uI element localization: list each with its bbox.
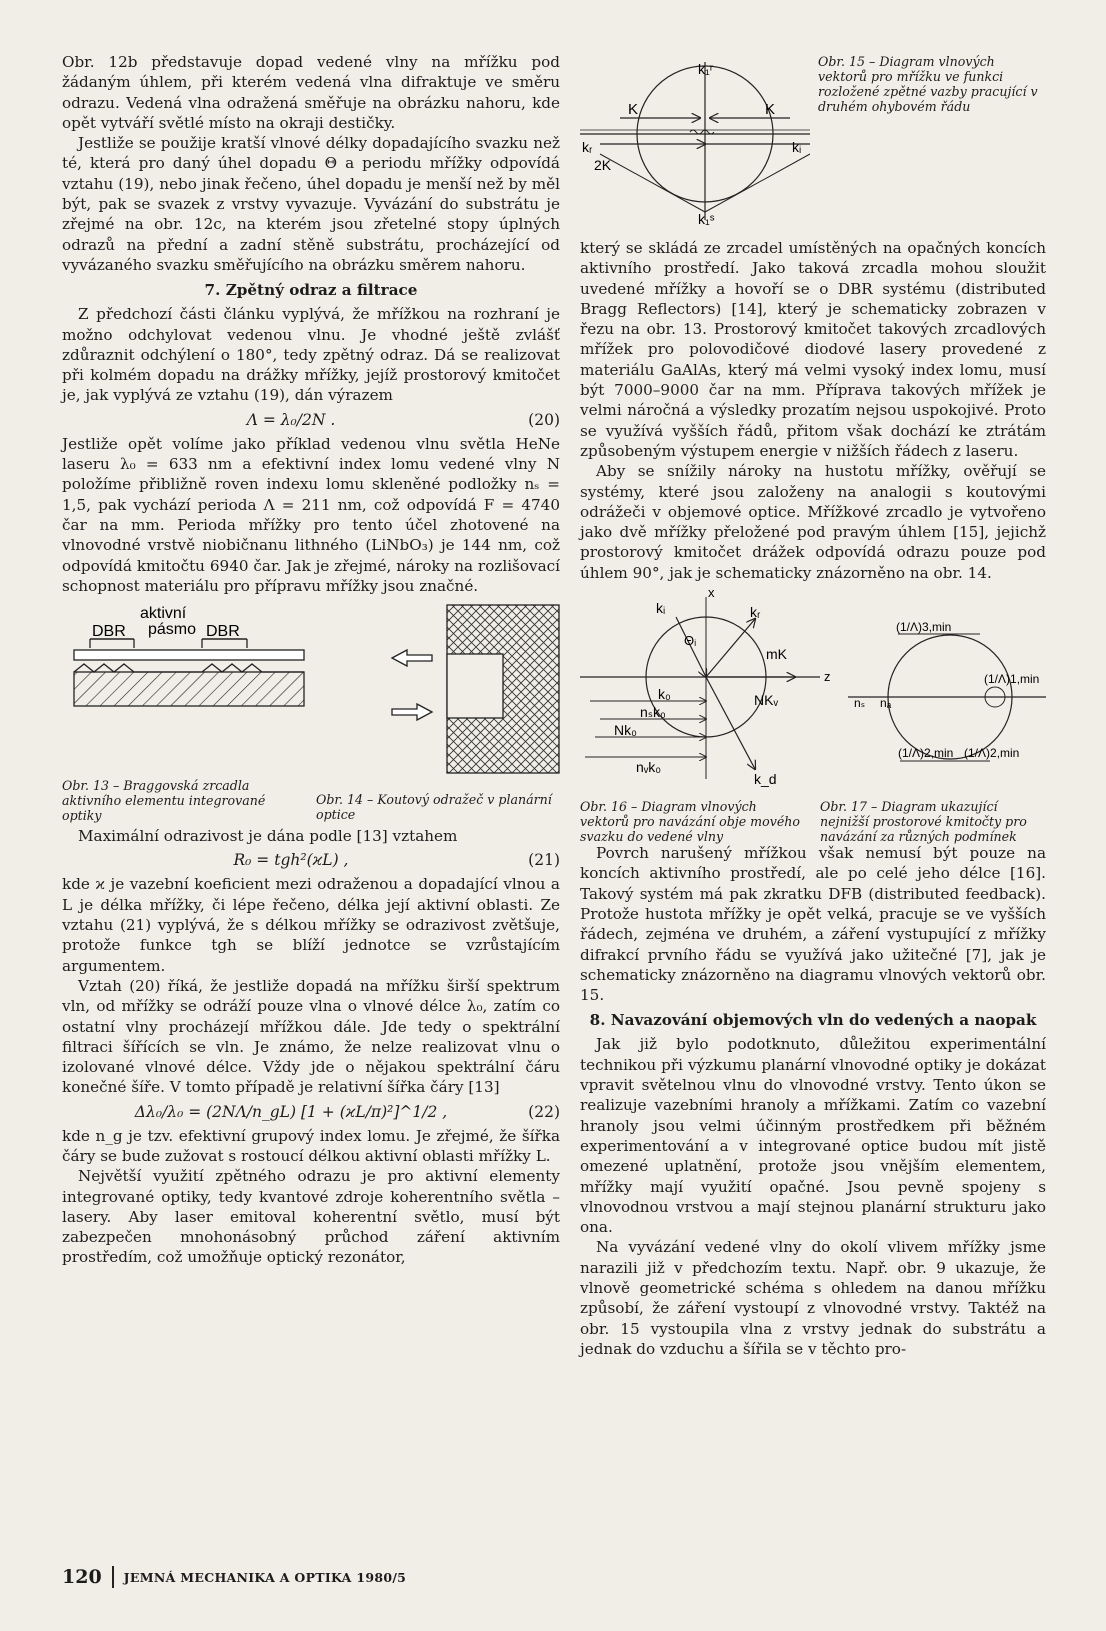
- fig16-label-mK: mK: [766, 646, 787, 663]
- fig15-label-k1s: k₁ˢ: [698, 211, 715, 227]
- left-column: [62, 52, 560, 1268]
- paragraph: Z předchozí části článku vyplývá, že mřížkou na rozhraní je možno odchylovat vedenou vlnu. Je vhodné ještě zvlášť zdůraznit odchýlení o 180°, tedy zpětný odraz. Dá se realizovat při kolmém dopadu na drážky mřížky, jejíž prostorový kmitočet je, jak vyplývá ze vztahu (19), dán výrazem: [62, 305, 560, 405]
- fig15-label-kr: kᵣ: [582, 139, 593, 155]
- figures-13-14: [62, 602, 560, 822]
- fig15-label-k1r: k₁ʳ: [698, 61, 714, 77]
- section-heading-7: 7. Zpětný odraz a filtrace: [204, 281, 418, 300]
- fig17-label-na: nₐ: [880, 696, 892, 711]
- paragraph: Povrch narušený mřížkou však nemusí být pouze na koncích aktivního prostředí, ale po celé jeho délce [16]. Takový systém má pak zkratku DFB (distributed feedback). Protože hustota mřížky je opět velká, pracuje se ve vyšších řádech, zejména ve druhém, a záření vystupující z mřížky difrakcí prvního řádu se využívá jako užitečné [7], jak je schematicky znázorněno na diagramu vlnových vektorů obr. 15.: [580, 844, 1046, 1005]
- figure-15: [580, 52, 1046, 238]
- equation-20: Λ = λ₀/2N . (20): [246, 410, 560, 429]
- fig15-label-K: K: [628, 101, 639, 118]
- fig17-label-2min-a: (1/Λ)2,min: [898, 746, 954, 761]
- fig16-17-diagrams: [580, 589, 1046, 801]
- fig13-label-dbr-right: DBR: [206, 623, 240, 641]
- equation-22: Δλ₀/λ₀ = (2NΛ/n_gL) [1 + (ϰL/π)²]^1/2 , (22): [134, 1102, 560, 1121]
- right-column: [580, 52, 1046, 1359]
- fig15-diagram: [580, 52, 810, 238]
- fig15-label-ki: kᵢ: [792, 139, 802, 155]
- fig15-label-K2: K: [765, 101, 776, 118]
- page-footer: [62, 1566, 406, 1588]
- fig13-label-dbr-left: DBR: [92, 623, 126, 641]
- fig13-label-zone: pásmo: [148, 621, 197, 639]
- fig15-label-2K: 2K: [594, 157, 612, 173]
- caption-fig15: Obr. 15 – Diagram vlnových vektorů pro mřížku ve funkci rozložené zpětné vazby pracující v druhém ohybovém řádu: [818, 54, 1038, 114]
- page-number: 120: [62, 1566, 102, 1588]
- fig13-label-active: aktivní: [140, 605, 187, 623]
- fig17-label-2min-b: (1/Λ)2,min: [964, 746, 1020, 761]
- fig16-label-ki: kᵢ: [656, 600, 666, 617]
- caption-fig13: Obr. 13 – Braggovská zrcadla aktivního elementu integrované optiky: [62, 778, 266, 824]
- paragraph: Obr. 12b představuje dopad vedené vlny na mřížku pod žádaným úhlem, při kterém vedená vlna difraktuje ve směru odrazu. Vedená vlna odražená směřuje na obrázku nahoru, kde opět vytváří světlé místo na okraji destičky.: [62, 53, 560, 132]
- paragraph: Vztah (20) říká, že jestliže dopadá na mřížku širší spektrum vln, od mřížky se odráží pouze vlna o vlnové délce λ₀, zatím co ostatní vlny procházejí mřížkou dále. Jde tedy o spektrální filtraci šířících se vln. Je známo, že nelze realizovat vlnu o izolované vlnové délce. Vždy jde o nějakou spektrální čáru konečné šíře. V tomto případě je relativní šířka čáry [13]: [62, 976, 560, 1097]
- paragraph: Jak již bylo podotknuto, důležitou experimentální technikou při výzkumu planární vlnovodné optiky je dokázat vpravit světelnou vlnu do vlnovodné vrstvy. Tento úkon se realizuje vazebními hranoly a mřížkami. Zatím co vazební hranoly jsou velmi účinným prostředkem při běžném experimentování a v integrované optice budou mít jistě omezené uplatnění, protože jsou vnějším elementem, mřížky mají využití opačné. Jsou pevně spojeny s vlnovodnou vrstvou a mají stejnou planární strukturu jako ona.: [580, 1035, 1046, 1237]
- footer-divider: [112, 1566, 114, 1588]
- paragraph: Na vyvázání vedené vlny do okolí vlivem mřížky jsme narazili již v předchozím textu. Např. obr. 9 ukazuje, že vlnově geometrické schéma s ohledem na danou mřížku způsobí, že záření vystoupí z vlnovodné vrstvy. Taktéž na obr. 15 vystoupila vlna z vrstvy jednak do substrátu a jednak do vzduchu a šířila se v těchto pro-: [580, 1238, 1046, 1358]
- fig16-label-x: x: [708, 589, 715, 601]
- caption-fig16: Obr. 16 – Diagram vlnových vektorů pro navázání obje mového svazku do vedené vlny: [580, 799, 800, 845]
- fig16-label-nvk0: nᵥk₀: [636, 759, 662, 776]
- section-heading-8: 8. Navazování objemových vln do vedených a naopak: [589, 1011, 1037, 1030]
- fig16-label-Nk0: Nk₀: [614, 722, 637, 739]
- journal-name: JEMNÁ MECHANIKA A OPTIKA 1980/5: [123, 1569, 407, 1585]
- paragraph: Jestliže se použije kratší vlnové délky dopadajícího svazku než té, která pro daný úhel dopadu Θ a periodu mřížky odpovídá vztahu (19), nebo jinak řečeno, úhel dopadu je menší než by měl být, pak se svazek z vrstvy vyvazuje. Vyvázání do substrátu je zřejmé na obr. 12c, na kterém jsou zřetelné stopy úplných odrazů na přední a zadní stěně substrátu, procházející od vyvázaného svazku směřujícího na obrázku směrem nahoru.: [62, 134, 560, 274]
- fig17-label-ns: nₛ: [854, 696, 866, 711]
- paragraph: Největší využití zpětného odrazu je pro aktivní elementy integrované optiky, tedy kvantové zdroje koherentního světla – lasery. Aby laser emitoval koherentní světlo, musí být zabezpečen mnohonásobný průchod záření aktivním prostředím, což umožňuje optický rezonátor,: [62, 1167, 560, 1267]
- fig16-label-theta: Θᵢ: [684, 633, 697, 649]
- fig16-label-kr: kᵣ: [750, 604, 761, 621]
- paragraph: Maximální odrazivost je dána podle [13] vztahem: [78, 827, 458, 846]
- paragraph: kde ϰ je vazební koeficient mezi odraženou a dopadající vlnou a L je délka mřížky, či lépe řečeno, délka její aktivní oblasti. Ze vztahu (21) vyplývá, že s délkou mřížky se odrazivost zvětšuje, protože funkce tgh se blíží jednotce se vzrůstajícím argumentem.: [62, 875, 560, 975]
- equation-21: R₀ = tgh²(ϰL) , (21): [233, 851, 560, 870]
- caption-fig17: Obr. 17 – Diagram ukazující nejnižší prostorové kmitočty pro navázání za různých podmínek: [820, 799, 1027, 845]
- fig13-dbr-diagram: [62, 602, 560, 774]
- paragraph: Jestliže opět volíme jako příklad vedenou vlnu světla HeNe laseru λ₀ = 633 nm a efektivní index lomu vedené vlny N položíme přibližně roven indexu lomu skleněné podložky nₛ = 1,5, pak vychází perioda Λ = 211 nm, což odpovídá F = 4740 čar na mm. Perioda mřížky pro tento účel zhotovené na vlnovodné vrstvě niobičnanu lithného (LiNbO₃) je 144 nm, což odpovídá kmitočtu 6940 čar. Jak je zřejmé, nároky na rozlišovací schopnost materiálu pro přípravu mřížky jsou značné.: [62, 434, 560, 595]
- fig16-label-nsk0: nₛk₀: [640, 704, 666, 721]
- paragraph: který se skládá ze zrcadel umístěných na opačných koncích aktivního prostředí. Jako taková zrcadla mohou sloužit uvedené mřížky a hovoří se o DBR systému (distributed Bragg Reflectors) [14], který je schematicky zobrazen v řezu na obr. 13. Prostorový kmitočet takových zrcadlových mřížek pro polovodičové diodové lasery provedené z materiálu GaAlAs, který má velmi vysoký index lomu, musí být 7000–9000 čar na mm. Příprava takových mřížek je velmi náročná a výsledky prozatím nejsou uspokojivé. Proto se využívá vyšších řádů, přitom však dochází ke ztrátám způsobeným výstupem energie v nižších řádech z laseru.: [580, 239, 1046, 460]
- fig16-label-z: z: [824, 669, 831, 685]
- fig17-label-3min: (1/Λ)3,min: [896, 620, 952, 635]
- fig16-label-NKv: NKᵥ: [754, 692, 778, 709]
- fig16-label-kd: k_d: [754, 771, 777, 788]
- figures-16-17: [580, 589, 1046, 845]
- fig17-label-1min: (1/Λ)1,min: [984, 672, 1040, 687]
- paragraph: kde n_g je tzv. efektivní grupový index lomu. Je zřejmé, že šířka čáry se bude zužovat s rostoucí délkou aktivní oblasti mřížky L.: [62, 1126, 560, 1165]
- fig16-label-k0: k₀: [658, 686, 671, 703]
- caption-fig14: Obr. 14 – Koutový odražeč v planární optice: [316, 792, 552, 823]
- paragraph: Aby se snížily nároky na hustotu mřížky, ověřují se systémy, které jsou založeny na analogii s koutovými odrážeči v objemové optice. Mřížkové zrcadlo je vytvořeno jako dvě mřížky přeložené pod pravým úhlem [15], jejichž prostorový kmitočet drážek odpovídá odrazu pouze pod úhlem 90°, jak je schematicky znázorněno na obr. 14.: [580, 462, 1046, 582]
